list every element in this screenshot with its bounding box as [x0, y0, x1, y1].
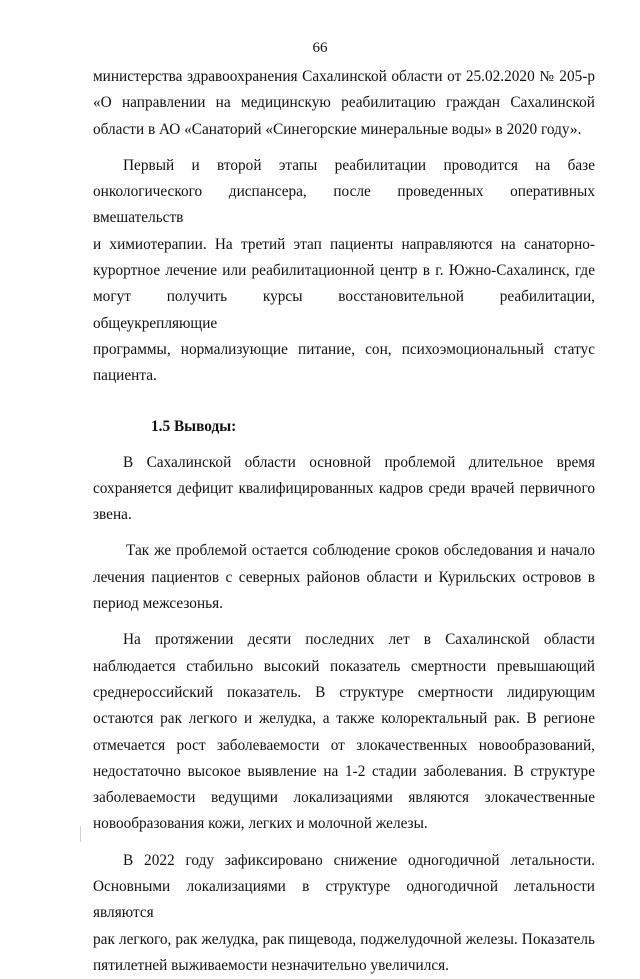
text-line: и химиотерапии. На третий этап пациенты направляются на санаторно-	[93, 235, 595, 253]
text-line: новообразования кожи, легких и молочной железы.	[93, 815, 428, 833]
text-line: Основными локализациями в структуре одногодичной летальности являются	[93, 878, 595, 922]
text-line: Первый и второй этапы реабилитации проводится на базе	[123, 156, 595, 174]
text-line: остаются рак легкого и желудка, а также колоректальный рак. В регионе	[93, 710, 595, 728]
paragraph	[93, 538, 595, 617]
text-line: звена.	[93, 506, 132, 524]
text-line: В Сахалинской области основной проблемой длительное время	[123, 453, 595, 471]
paragraph	[93, 64, 595, 143]
text-line: лечения пациентов с северных районов области и Курильских островов в	[93, 568, 595, 586]
paragraph	[93, 627, 595, 837]
text-line: рак легкого, рак желудка, рак пищевода, поджелудочной железы. Показатель	[93, 930, 595, 948]
text-line: курортное лечение или реабилитационной центр в г. Южно-Сахалинск, где	[93, 262, 595, 280]
text-line: онкологического диспансера, после проведенных оперативных вмешательств	[93, 183, 595, 227]
text-line: «О направлении на медицинскую реабилитацию граждан Сахалинской	[93, 94, 595, 112]
text-line: могут получить курсы восстановительной реабилитации, общеукрепляющие	[93, 288, 595, 332]
paragraph	[93, 153, 595, 390]
text-line: наблюдается стабильно высокий показатель смертности превышающий	[93, 657, 595, 675]
text-line: пятилетней выживаемости незначительно увеличился.	[93, 956, 449, 974]
text-line: министерства здравоохранения Сахалинской области от 25.02.2020 № 205-р	[93, 68, 595, 85]
paragraph	[93, 450, 595, 529]
text-line: В 2022 году зафиксировано снижение одногодичной летальности.	[123, 851, 595, 869]
text-line: период межсезонья.	[93, 595, 223, 613]
document-body	[93, 64, 595, 979]
text-line: программы, нормализующие питание, сон, психоэмоциональный статус	[93, 340, 595, 358]
text-line: среднероссийский показатель. В структуре смертности лидирующим	[93, 683, 595, 701]
section-heading: 1.5 Выводы:	[151, 417, 237, 435]
paragraph	[93, 848, 595, 979]
text-line: отмечается рост заболеваемости от злокачественных новообразований,	[93, 736, 595, 754]
text-line: заболеваемости ведущими локализациями являются злокачественные	[93, 789, 595, 807]
text-line: сохраняется дефицит квалифицированных кадров среди врачей первичного	[93, 479, 595, 497]
text-line: пациента.	[93, 367, 157, 385]
text-line: недостаточно высокое выявление на 1-2 стадии заболевания. В структуре	[93, 762, 595, 780]
page-number: 66	[312, 40, 328, 56]
text-line: На протяжении десяти последних лет в Сахалинской области	[123, 631, 595, 649]
scan-margin-mark	[80, 826, 81, 842]
text-line: области в АО «Санаторий «Синегорские минеральные воды» в 2020 году».	[93, 120, 582, 138]
text-line: Так же проблемой остается соблюдение сроков обследования и начало	[126, 542, 595, 560]
